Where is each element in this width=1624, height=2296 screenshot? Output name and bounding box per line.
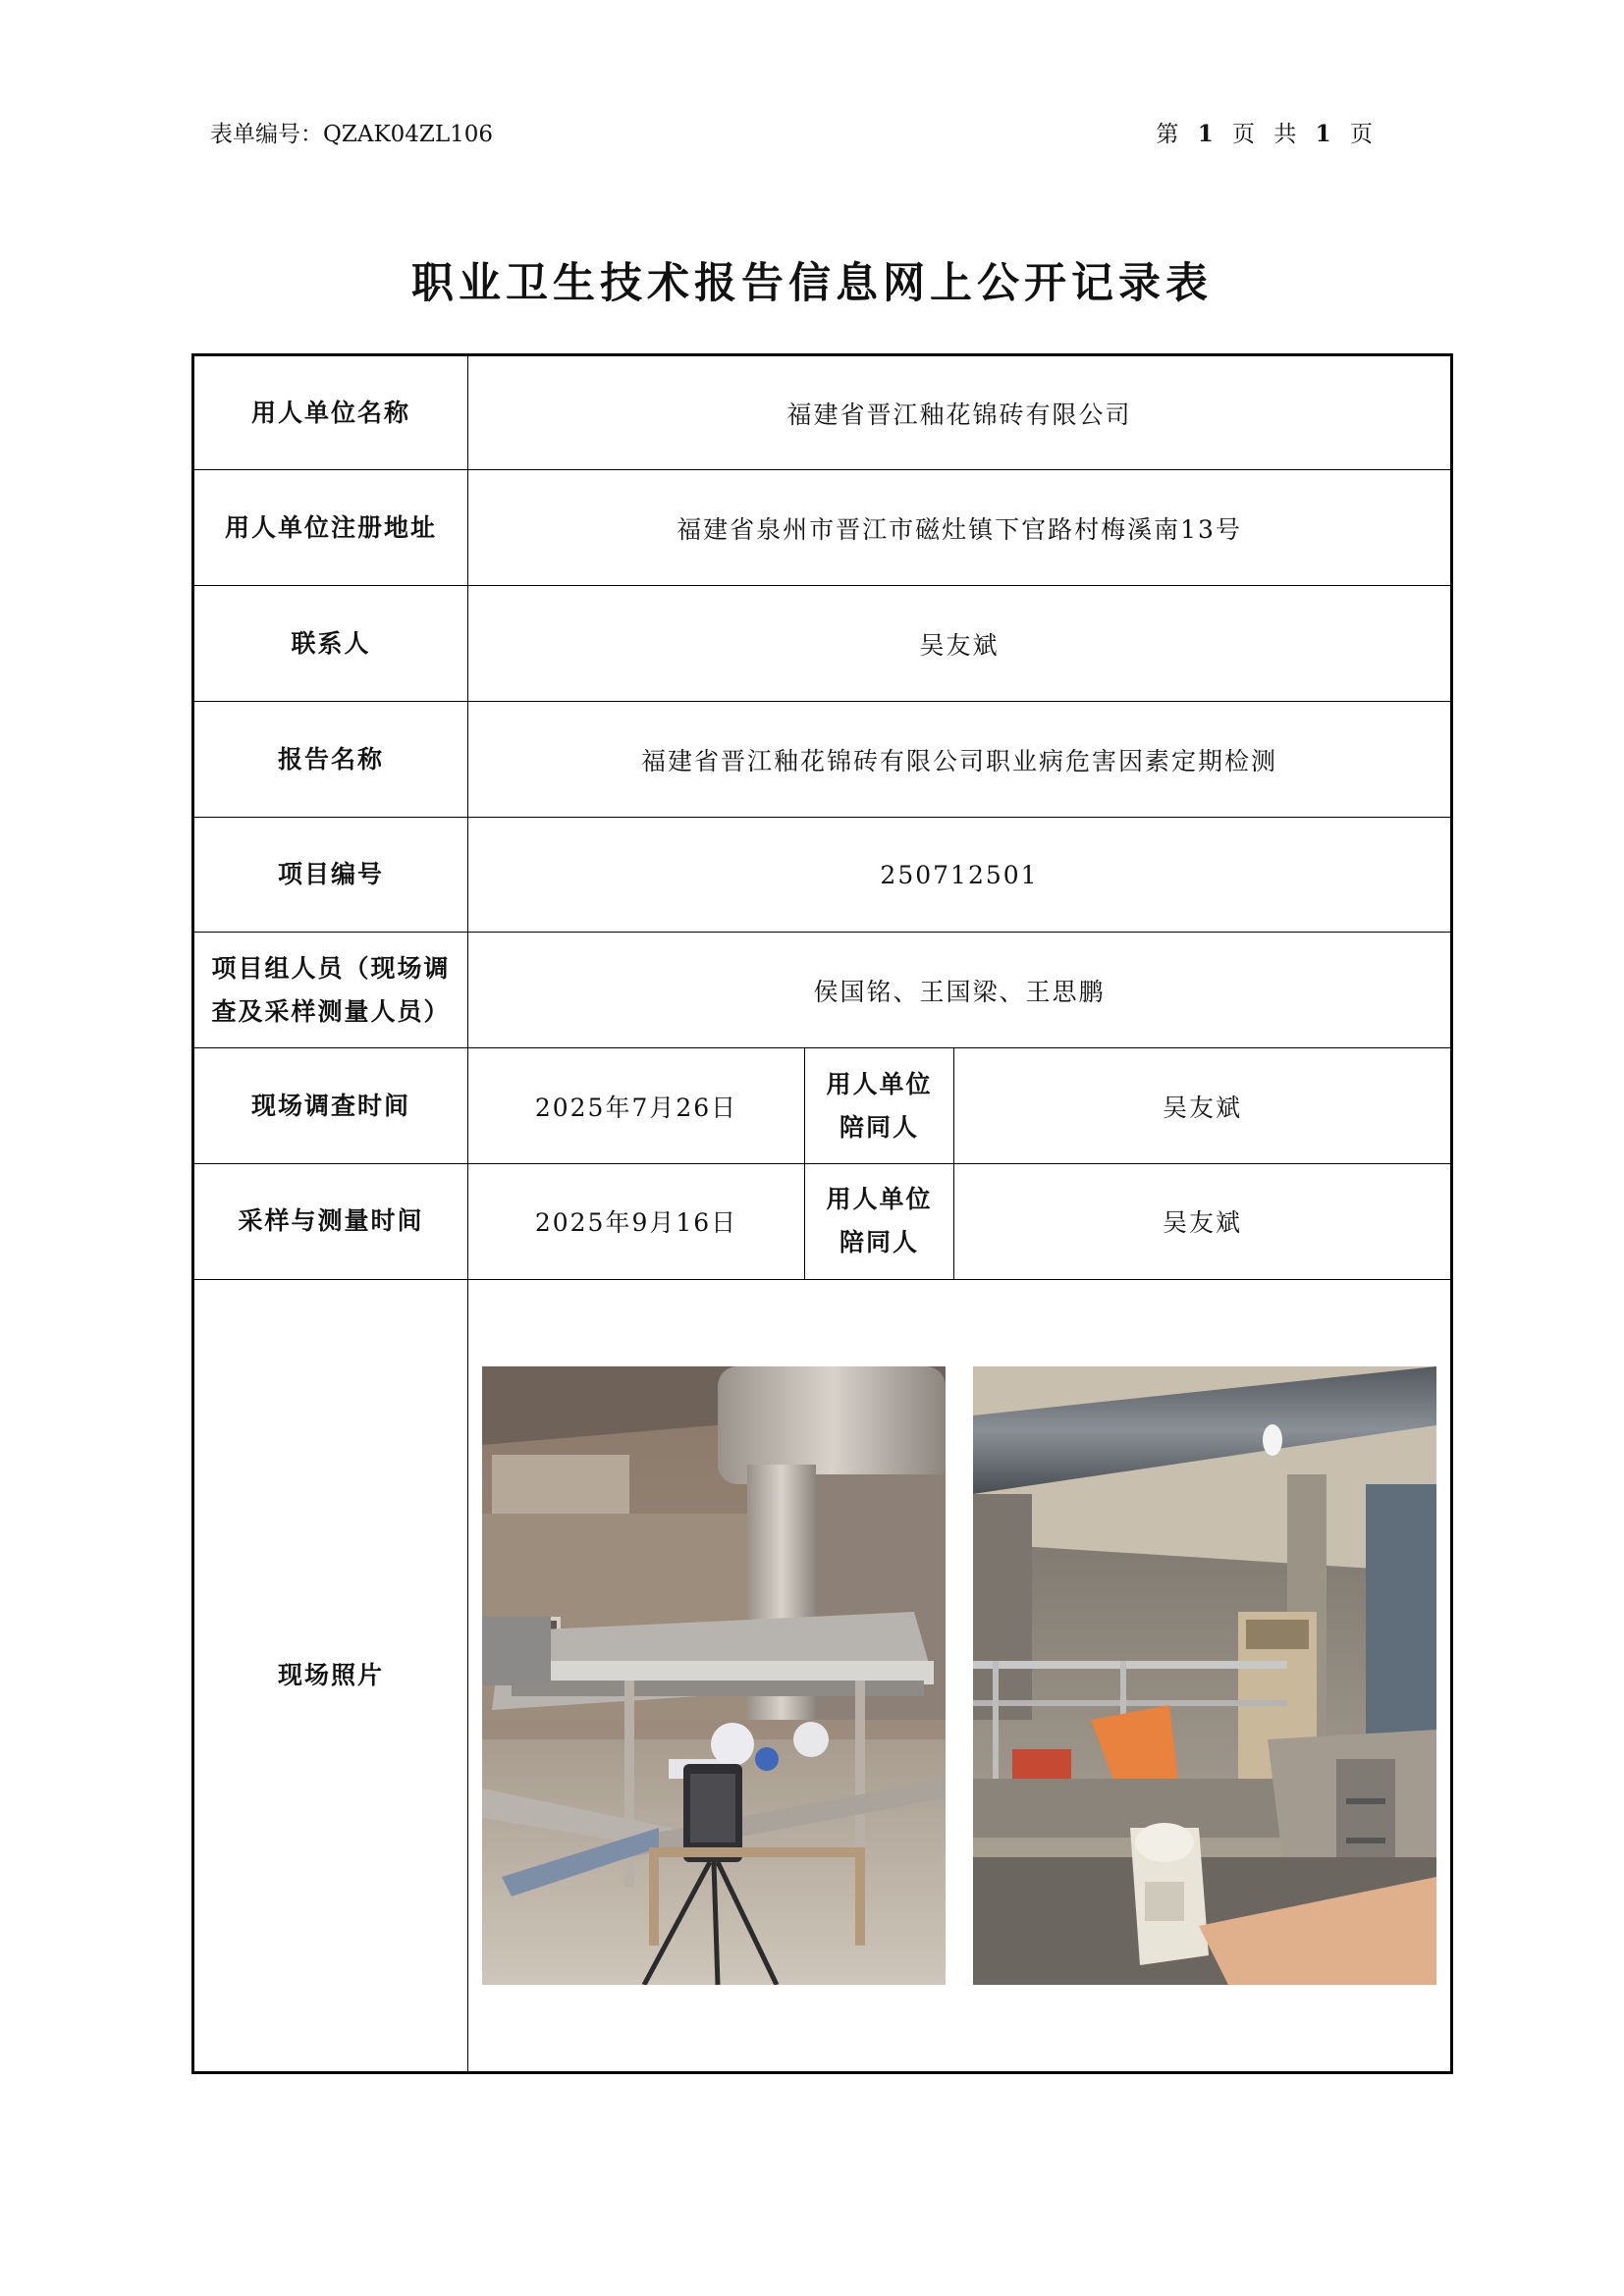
team-value: 侯国铭、王国梁、王思鹏 [468,933,1452,1048]
project-no-value: 250712501 [468,818,1452,933]
row-survey [193,1048,1452,1164]
report-name-label: 报告名称 [193,702,468,818]
page-indicator [1156,116,1379,148]
sampling-escort-label-line1: 用人单位 [826,1185,933,1214]
survey-time-label: 现场调查时间 [193,1048,468,1164]
row-project-no [193,818,1452,933]
report-name-value: 福建省晋江釉花锦砖有限公司职业病危害因素定期检测 [468,702,1452,818]
form-number [210,116,493,148]
row-sampling [193,1164,1452,1279]
sampling-time-value: 2025年9月16日 [468,1164,805,1279]
row-report-name [193,702,1452,818]
contact-value: 吴友斌 [468,586,1452,702]
photo-gallery [474,1366,1444,1985]
employer-address-label: 用人单位注册地址 [193,470,468,586]
form-number-value: QZAK04ZL106 [323,122,494,147]
record-table [191,353,1453,2074]
survey-escort-value: 吴友斌 [954,1048,1452,1164]
sampling-time-label: 采样与测量时间 [193,1164,468,1279]
page-total: 1 [1315,121,1337,147]
survey-time-value: 2025年7月26日 [468,1048,805,1164]
site-photo-platform-image [973,1366,1436,1985]
photos-label: 现场照片 [193,1279,468,2073]
project-no-label: 项目编号 [193,818,468,933]
row-employer-name [193,355,1452,470]
sampling-escort-label [805,1164,954,1279]
page-mid: 页 共 [1232,122,1303,147]
site-photo-platform [973,1366,1436,1985]
survey-escort-label [805,1048,954,1164]
photos-cell [468,1279,1452,2073]
sampling-escort-value: 吴友斌 [954,1164,1452,1279]
form-number-label: 表单编号： [210,122,323,147]
survey-escort-label-line1: 用人单位 [826,1069,933,1098]
team-label-line2: 查及采样测量人员） [211,996,451,1026]
row-team [193,933,1452,1048]
team-label-line1: 项目组人员（现场调 [211,953,451,983]
site-photo-conveyor [482,1366,946,1985]
row-photos [193,1279,1452,2073]
employer-name-value: 福建省晋江釉花锦砖有限公司 [468,355,1452,470]
survey-escort-label-line2: 陪同人 [839,1112,919,1142]
site-photo-conveyor-image [482,1366,946,1985]
page-prefix: 第 [1156,122,1185,147]
team-label [193,933,468,1048]
employer-address-value: 福建省泉州市晋江市磁灶镇下官路村梅溪南13号 [468,470,1452,586]
page-suffix: 页 [1350,122,1379,147]
page-current: 1 [1197,121,1219,147]
page-title: 职业卫生技术报告信息网上公开记录表 [411,259,1213,308]
row-employer-address [193,470,1452,586]
contact-label: 联系人 [193,586,468,702]
employer-name-label: 用人单位名称 [193,355,468,470]
sampling-escort-label-line2: 陪同人 [839,1228,919,1257]
row-contact [193,586,1452,702]
